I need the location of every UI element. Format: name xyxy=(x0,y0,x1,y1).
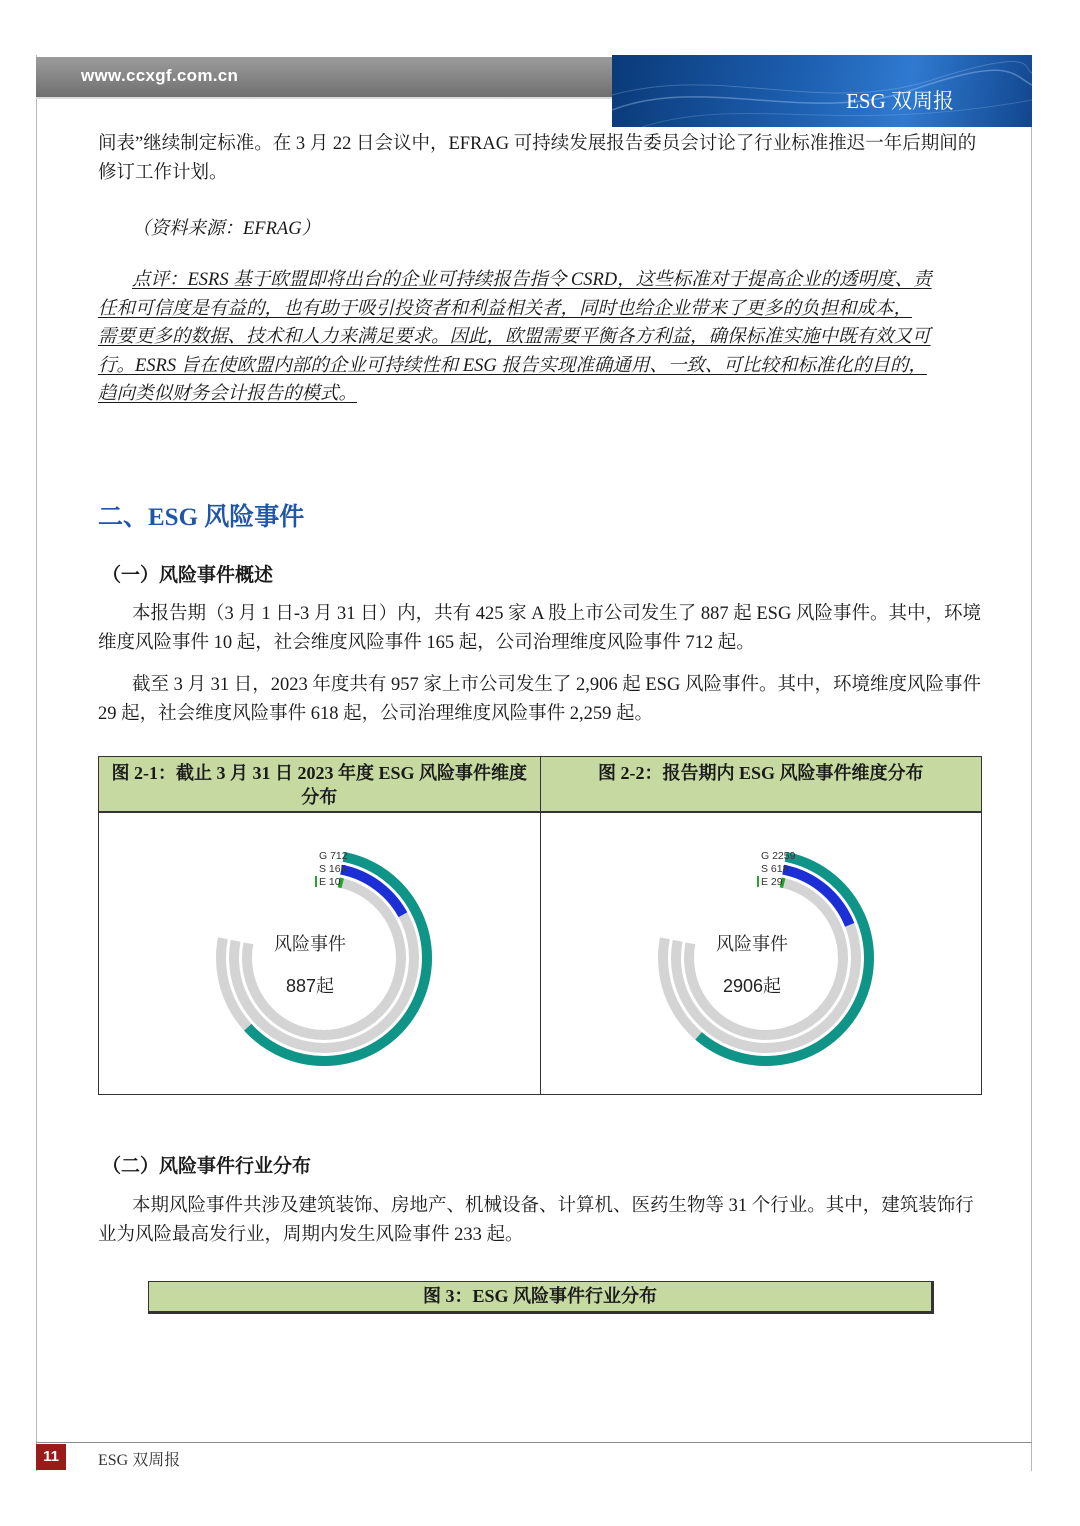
ring-legend-marker-e xyxy=(757,876,759,887)
comment-line: 任和可信度是有益的，也有助于吸引投资者和利益相关者，同时也给企业带来了更多的负担和成本， xyxy=(98,298,913,319)
figure-3-caption: 图 3：ESG 风险事件行业分布 xyxy=(148,1281,934,1314)
figure-2-table xyxy=(98,756,982,1095)
header-wave-decoration xyxy=(612,55,1032,127)
figure-2-2-cell xyxy=(540,812,982,1095)
industry-paragraph: 本期风险事件共涉及建筑装饰、房地产、机械设备、计算机、医药生物等 31 个行业。其中，建筑装饰行业为风险最高发行业，周期内发生风险事件 233 起。 xyxy=(98,1196,974,1245)
ring-track-e xyxy=(688,882,842,1035)
source-note: （资料来源：EFRAG） xyxy=(132,219,321,239)
ring-legend-e: E 29 xyxy=(760,876,783,888)
ring-center-total: 887起 xyxy=(285,976,335,996)
header-bar xyxy=(36,57,614,97)
section-heading: 二、ESG 风险事件 xyxy=(98,504,305,531)
intro-paragraph: 间表”继续制定标准。在 3 月 22 日会议中，EFRAG 可持续发展报告委员会讨论了行业标准推迟一年后期间的修订工作计划。 xyxy=(98,134,977,183)
comment-line: 需要更多的数据、技术和人力来满足要求。因此，欧盟需要平衡各方利益，确保标准实施中既有效又可 xyxy=(98,327,931,348)
ring-chart-period xyxy=(541,813,981,1094)
figure-2-1-caption: 图 2-1：截止 3 月 31 日 2023 年度 ESG 风险事件维度分布 xyxy=(99,757,541,813)
ring-legend-s: S 618 xyxy=(760,863,788,875)
ring-legend-marker-e xyxy=(315,876,317,887)
figure-2-2-caption: 图 2-2：报告期内 ESG 风险事件维度分布 xyxy=(540,757,982,813)
website-url[interactable]: www.ccxgf.com.cn xyxy=(81,66,239,85)
ring-legend-g: G 2259 xyxy=(760,850,795,862)
ring-center-label: 风险事件 xyxy=(715,934,788,954)
subsection-heading: （一）风险事件概述 xyxy=(102,565,274,586)
footer-line xyxy=(36,1442,1032,1443)
ring-track-e xyxy=(247,882,401,1035)
overview-paragraph-1: 本报告期（3 月 1 日-3 月 31 日）内，共有 425 家 A 股上市公司发生了 887 起 ESG 风险事件。其中，环境维度风险事件 10 起，社会维度风险事件 165 起，公司治理维度风险事件 712 起。 xyxy=(98,604,981,653)
page-header xyxy=(36,55,1032,127)
page-number: 11 xyxy=(36,1444,66,1470)
footer-title: ESG 双周报 xyxy=(98,1452,181,1469)
ring-legend-g: G 712 xyxy=(319,850,348,862)
ring-legend-s: S 165 xyxy=(319,863,347,875)
comment-line: 点评：ESRS 基于欧盟即将出台的企业可持续报告指令 CSRD，这些标准对于提高企业的透明度、责 xyxy=(132,270,932,290)
header-underline xyxy=(36,97,614,99)
figure-2-1-cell xyxy=(99,812,541,1095)
comment-line: 趋向类似财务会计报告的模式。 xyxy=(98,384,358,405)
overview-paragraph-2: 截至 3 月 31 日，2023 年度共有 957 家上市公司发生了 2,906 起 ESG 风险事件。其中，环境维度风险事件 29 起，社会维度风险事件 618 起，公司治理维度风险事件 2,259 起。 xyxy=(98,675,981,724)
ring-chart-annual xyxy=(99,813,539,1094)
ring-legend-e: E 10 xyxy=(319,876,341,888)
ring-center-label: 风险事件 xyxy=(274,934,346,954)
header-title: ESG 双周报 xyxy=(846,89,954,113)
comment-line: 行。ESRS 旨在使欧盟内部的企业可持续性和 ESG 报告实现准确通用、一致、可比较和标准化的目的， xyxy=(98,355,927,376)
ring-center-total: 2906起 xyxy=(722,976,781,996)
header-banner xyxy=(612,55,1032,127)
comment-block xyxy=(98,266,984,409)
subsection-heading: （二）风险事件行业分布 xyxy=(102,1156,312,1177)
